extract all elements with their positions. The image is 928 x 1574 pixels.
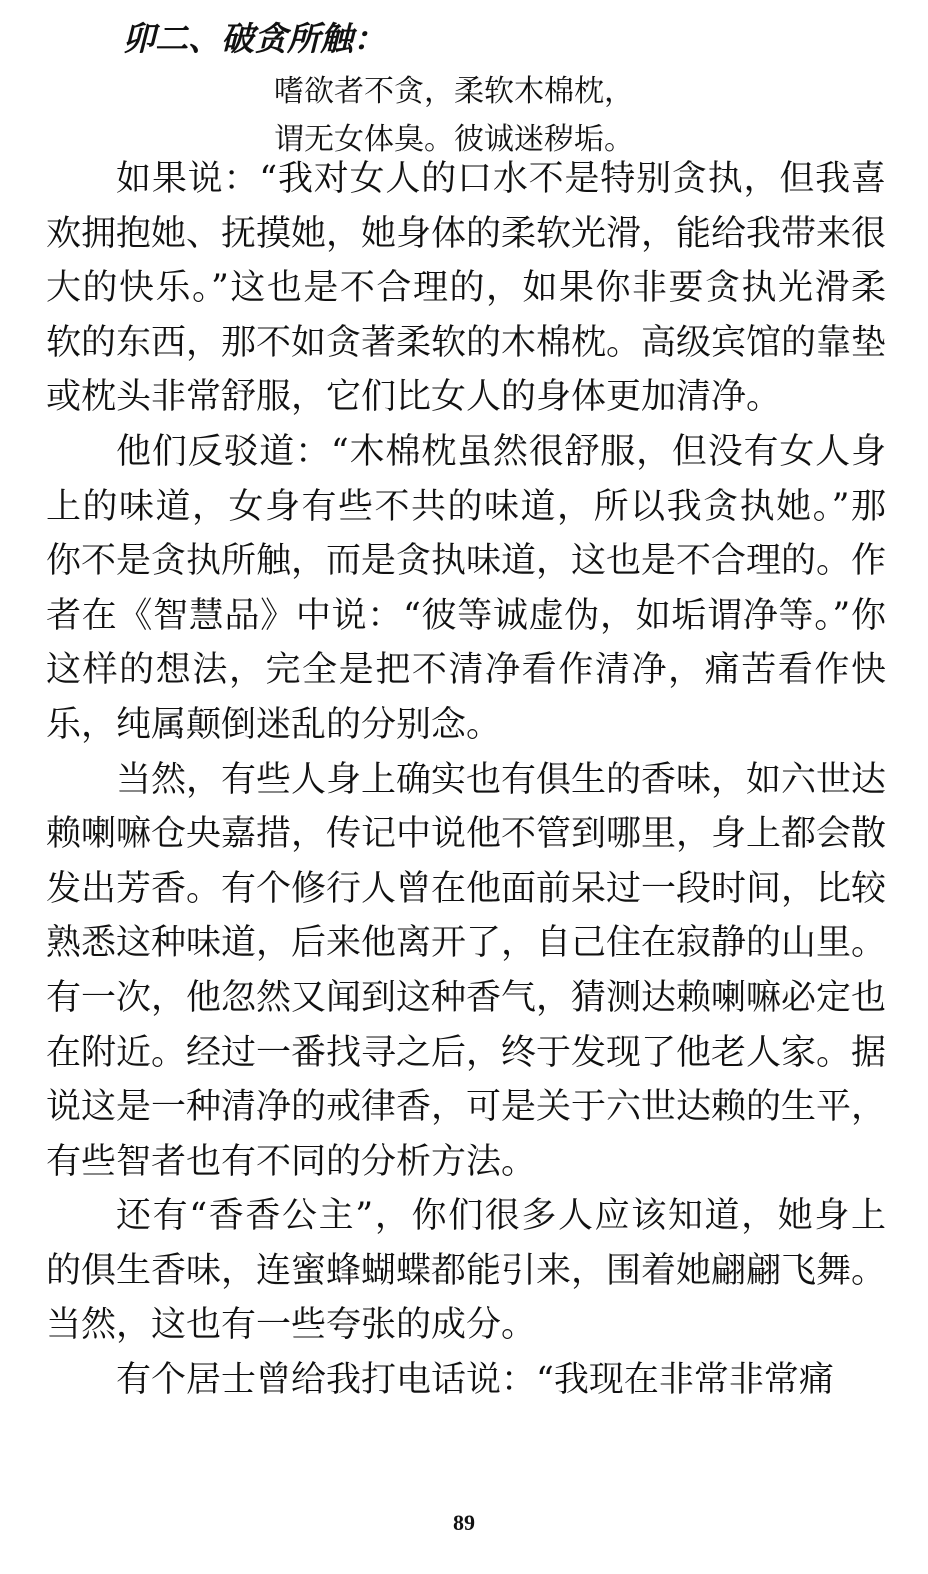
paragraph: 当然，有些人身上确实也有俱生的香味，如六世达赖喇嘛仓央嘉措，传记中说他不管到哪里，身上都会散发出芳香。有个修行人曾在他面前呆过一段时间，比较熟悉这种味道，后来他离开了，自己住在寂静的山里。有一次，他忽然又闻到这种香气，猜测达赖喇嘛必定也在附近。经过一番找寻之后，终于发现了他老人家。据说这是一种清净的戒律香，可是关于六世达赖的生平，有些智者也有不同的分析方法。 (46, 759, 887, 1182)
body-text (46, 152, 886, 1408)
paragraph: 他们反驳道：“木棉枕虽然很舒服，但没有女人身上的味道，女身有些不共的味道，所以我贪执她。”那你不是贪执所触，而是贪执味道，这也是不合理的。作者在《智慧品》中说：“彼等诚虚伪，如垢谓净等。”你这样的想法，完全是把不清净看作清净，痛苦看作快乐，纯属颠倒迷乱的分别念。 (46, 431, 887, 745)
section-heading: 卯二、破贪所触： (122, 19, 386, 58)
paragraph: 如果说：“我对女人的口水不是特别贪执，但我喜欢拥抱她、抚摸她，她身体的柔软光滑，能给我带来很大的快乐。”这也是不合理的，如果你非要贪执光滑柔软的东西，那不如贪著柔软的木棉枕。高级宾馆的靠垫或枕头非常舒服，它们比女人的身体更加清净。 (46, 159, 887, 418)
paragraph: 还有“香香公主”，你们很多人应该知道，她身上的俱生香味，连蜜蜂蝴蝶都能引来，围着她翩翩飞舞。当然，这也有一些夸张的成分。 (46, 1196, 887, 1346)
verse-block (274, 68, 634, 164)
verse-line: 嗜欲者不贪，柔软木棉枕， (274, 74, 634, 109)
page-number: 89 (453, 1510, 475, 1535)
verse-line: 谓无女体臭。彼诚迷秽垢。 (274, 122, 634, 157)
paragraph: 有个居士曾给我打电话说：“我现在非常非常痛 (116, 1360, 834, 1401)
